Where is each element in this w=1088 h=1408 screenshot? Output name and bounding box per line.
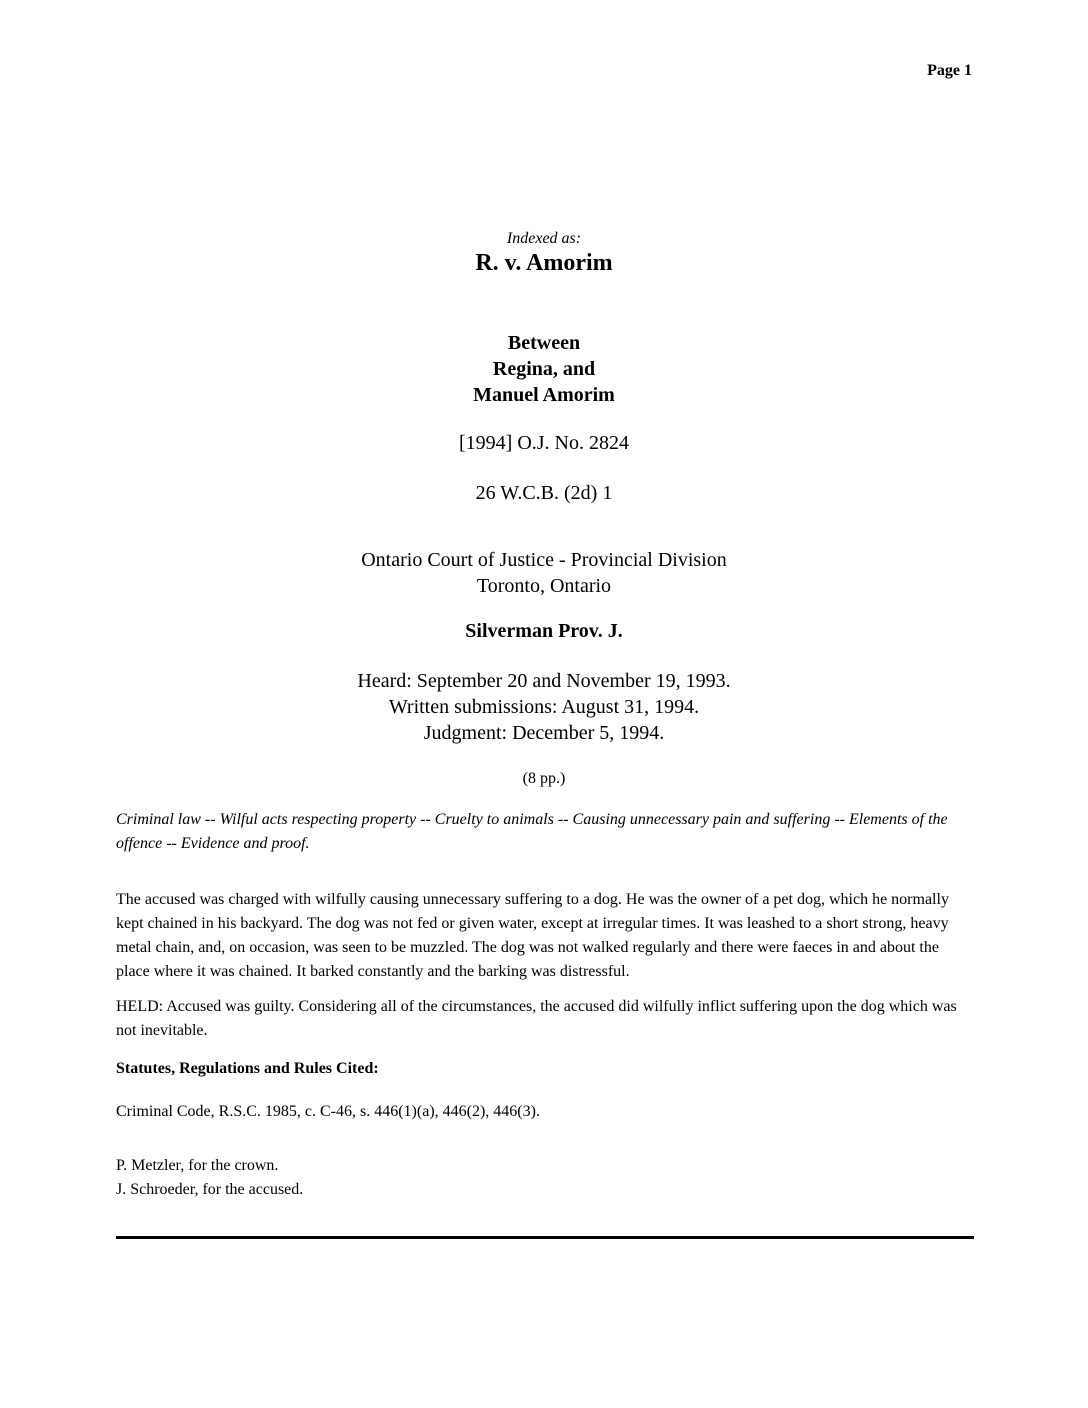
citation-oj: [1994] O.J. No. 2824	[459, 432, 629, 454]
counsel-accused: J. Schroeder, for the accused.	[116, 1181, 304, 1198]
page-count: (8 pp.)	[522, 770, 566, 787]
parties-block	[0, 330, 1088, 408]
counsel-crown: P. Metzler, for the crown.	[116, 1157, 279, 1174]
judge-name: Silverman Prov. J.	[465, 620, 623, 642]
page-number: Page 1	[927, 62, 972, 79]
dates-block	[0, 668, 1088, 746]
heard-date: Heard: September 20 and November 19, 1993.	[357, 670, 731, 692]
held-paragraph: HELD: Accused was guilty. Considering all of the circumstances, the accused did wilfully inflict suffering upon the dog which was not inevitable.	[116, 998, 957, 1039]
horizontal-rule	[116, 1236, 974, 1239]
statutes-heading: Statutes, Regulations and Rules Cited:	[116, 1060, 379, 1077]
submissions-date: Written submissions: August 31, 1994.	[388, 696, 700, 718]
court-location: Toronto, Ontario	[476, 575, 612, 597]
citation-wcb: 26 W.C.B. (2d) 1	[475, 482, 613, 504]
court-block	[0, 547, 1088, 599]
court-name: Ontario Court of Justice - Provincial Division	[361, 549, 727, 571]
catchwords: Criminal law -- Wilful acts respecting property -- Cruelty to animals -- Causing unnecessary pain and suffering -- Elements of the offence -- Evidence and proof.	[116, 811, 948, 852]
judgment-date: Judgment: December 5, 1994.	[423, 722, 665, 744]
indexed-as-label: Indexed as:	[506, 230, 582, 247]
counsel-block	[116, 1154, 974, 1202]
statute-citation: Criminal Code, R.S.C. 1985, c. C-46, s. 446(1)(a), 446(2), 446(3).	[116, 1103, 540, 1120]
case-title: R. v. Amorim	[475, 250, 613, 276]
parties-between: Between	[507, 332, 581, 354]
party-regina: Regina, and	[492, 358, 596, 380]
case-summary: The accused was charged with wilfully causing unnecessary suffering to a dog. He was the owner of a pet dog, which he normally kept chained in his backyard. The dog was not fed or given water, except at irregular times. It was leashed to a short strong, heavy metal chain, and, on occasion, was seen to be muzzled. The dog was not walked regularly and there were faeces in and about the place where it was chained. It barked constantly and the barking was distressful.	[116, 891, 949, 980]
party-accused: Manuel Amorim	[473, 384, 615, 406]
